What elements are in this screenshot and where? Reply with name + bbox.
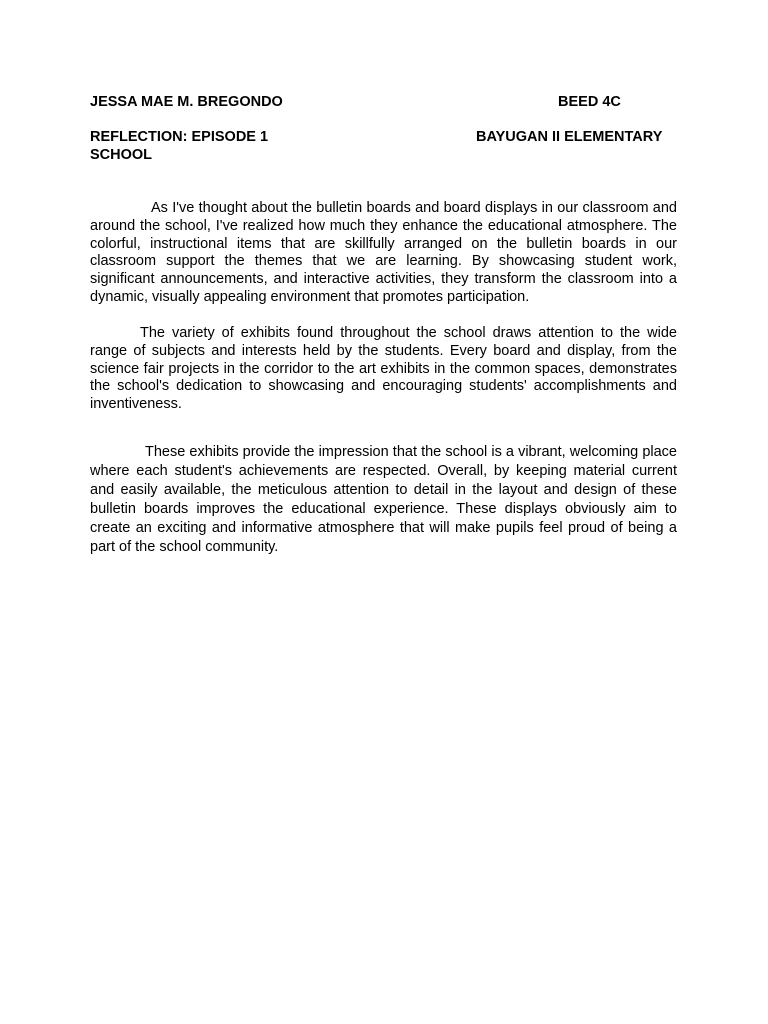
paragraph-3: These exhibits provide the impression that the school is a vibrant, welcoming place where each student's achievements are respected. Overall, by keeping material current and easily available, the meticulous attention to detail in the layout and design of these bulletin boards improves the educational experience. These displays obviously aim to create an exciting and informative atmosphere that will make pupils feel proud of being a part of the school community.	[90, 444, 677, 555]
school-name-continued: SCHOOL	[90, 147, 153, 163]
paragraph-2: The variety of exhibits found throughout the school draws attention to the wide range of subjects and interests held by the students. Every board and display, from the science fair projects in the corridor to the art exhibits in the common spaces, demonstrates the school's dedication to showcasing and encouraging students' accomplishments and inventiveness.	[90, 325, 677, 413]
course-section: BEED 4C	[558, 94, 621, 110]
author-name: JESSA MAE M. BREGONDO	[90, 94, 283, 110]
school-name: BAYUGAN II ELEMENTARY	[476, 129, 663, 145]
paragraph-1: As I've thought about the bulletin boards and board displays in our classroom and around the school, I've realized how much they enhance the educational atmosphere. The colorful, instructional items that are skillfully arranged on the bulletin boards in our classroom support the themes that we are learning. By showcasing student work, significant announcements, and interactive activities, they transform the classroom into a dynamic, visually appealing environment that promotes participation.	[90, 200, 677, 305]
reflection-title: REFLECTION: EPISODE 1	[90, 129, 269, 145]
